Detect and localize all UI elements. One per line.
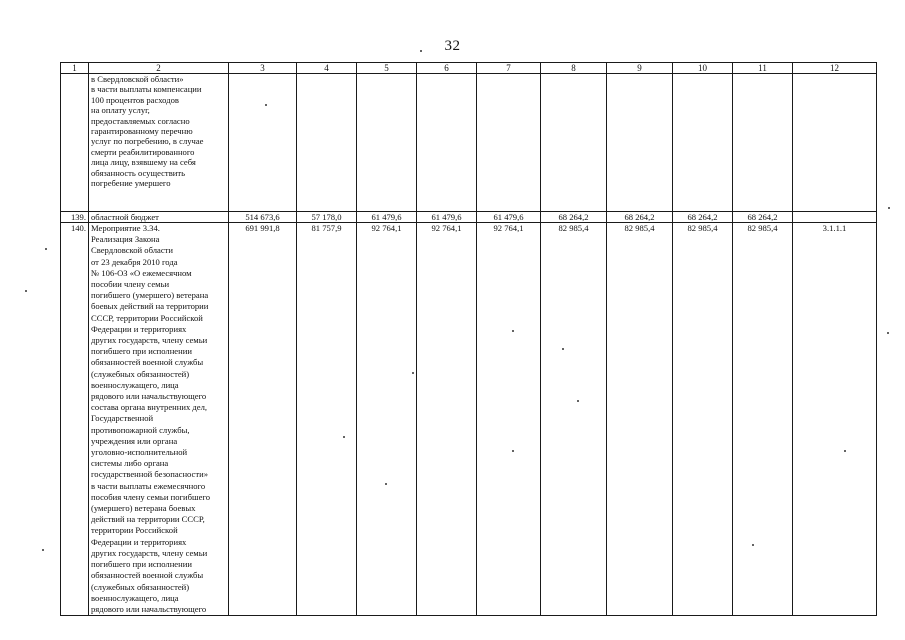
target-code-cell: 3.1.1.1 (793, 223, 877, 616)
scan-speck (577, 400, 579, 402)
scan-speck (752, 544, 754, 546)
scan-speck (412, 372, 414, 374)
value-cell: 57 178,0 (297, 212, 357, 223)
target-code-cell (793, 212, 877, 223)
column-header: 2 (89, 63, 229, 74)
value-cell (229, 74, 297, 212)
value-cell: 92 764,1 (477, 223, 541, 616)
value-cell: 68 264,2 (607, 212, 673, 223)
row-number-cell (61, 74, 89, 212)
target-code-cell (793, 74, 877, 212)
column-header: 1 (61, 63, 89, 74)
column-header: 10 (673, 63, 733, 74)
scan-speck (512, 450, 514, 452)
value-cell: 514 673,6 (229, 212, 297, 223)
scan-speck (45, 248, 47, 250)
budget-table (60, 62, 877, 616)
scan-speck (888, 207, 890, 209)
value-cell: 61 479,6 (477, 212, 541, 223)
table-row (61, 212, 877, 223)
value-cell (673, 74, 733, 212)
value-cell (357, 74, 417, 212)
value-cell (733, 74, 793, 212)
scan-speck (385, 483, 387, 485)
value-cell (297, 74, 357, 212)
scan-speck (420, 50, 422, 52)
value-cell: 61 479,6 (357, 212, 417, 223)
value-cell: 92 764,1 (417, 223, 477, 616)
value-cell: 68 264,2 (541, 212, 607, 223)
value-cell: 691 991,8 (229, 223, 297, 616)
column-header: 9 (607, 63, 673, 74)
scan-speck (562, 348, 564, 350)
scan-speck (343, 436, 345, 438)
column-header: 3 (229, 63, 297, 74)
value-cell: 68 264,2 (673, 212, 733, 223)
value-cell: 82 985,4 (607, 223, 673, 616)
value-cell: 81 757,9 (297, 223, 357, 616)
description-cell: Мероприятие 3.34. Реализация Закона Свердловской области от 23 декабря 2010 года № 106-ОЗ «О ежемесячном пособии члену семьи погибшего (умершего) ветерана боевых действий на территории СССР, территории Российской Федерации и территориях других государств, члену семьи погибшего при исполнении обязанностей военной службы (служебных обязанностей) военнослужащего, лица рядового или начальствующего состава органа внутренних дел, Государственной противопожарной службы, учреждения или органа уголовно-исполнительной системы либо органа государственной безопасности» в части выплаты ежемесячного пособия члену семьи погибшего (умершего) ветерана боевых действий на территории СССР, территории Российской Федерации и территориях других государств, члену семьи погибшего при исполнении обязанностей военной службы (служебных обязанностей) военнослужащего, лица рядового или начальствующего (89, 223, 229, 616)
description-cell: областной бюджет (89, 212, 229, 223)
column-header: 8 (541, 63, 607, 74)
column-header: 4 (297, 63, 357, 74)
value-cell: 68 264,2 (733, 212, 793, 223)
value-cell (607, 74, 673, 212)
value-cell: 82 985,4 (673, 223, 733, 616)
value-cell: 92 764,1 (357, 223, 417, 616)
row-number-cell: 139. (61, 212, 89, 223)
value-cell (417, 74, 477, 212)
scan-speck (844, 450, 846, 452)
column-header: 5 (357, 63, 417, 74)
column-header: 12 (793, 63, 877, 74)
value-cell: 82 985,4 (541, 223, 607, 616)
row-number-cell: 140. (61, 223, 89, 616)
column-header: 11 (733, 63, 793, 74)
value-cell: 82 985,4 (733, 223, 793, 616)
scan-speck (42, 549, 44, 551)
table-row (61, 223, 877, 616)
page-number: 32 (444, 38, 461, 54)
header-row (61, 63, 877, 74)
value-cell (541, 74, 607, 212)
scan-speck (25, 290, 27, 292)
scan-speck (887, 332, 889, 334)
value-cell: 61 479,6 (417, 212, 477, 223)
scan-speck (512, 330, 514, 332)
description-cell: в Свердловской области» в части выплаты компенсации 100 процентов расходов на оплату услуг, предоставляемых согласно гарантированному перечню услуг по погребению, в случае смерти реабилитированного лица лицу, взявшему на себя обязанность осуществить погребение умершего (89, 74, 229, 212)
value-cell (477, 74, 541, 212)
table-row (61, 74, 877, 212)
column-header: 6 (417, 63, 477, 74)
scan-speck (265, 104, 267, 106)
column-header: 7 (477, 63, 541, 74)
